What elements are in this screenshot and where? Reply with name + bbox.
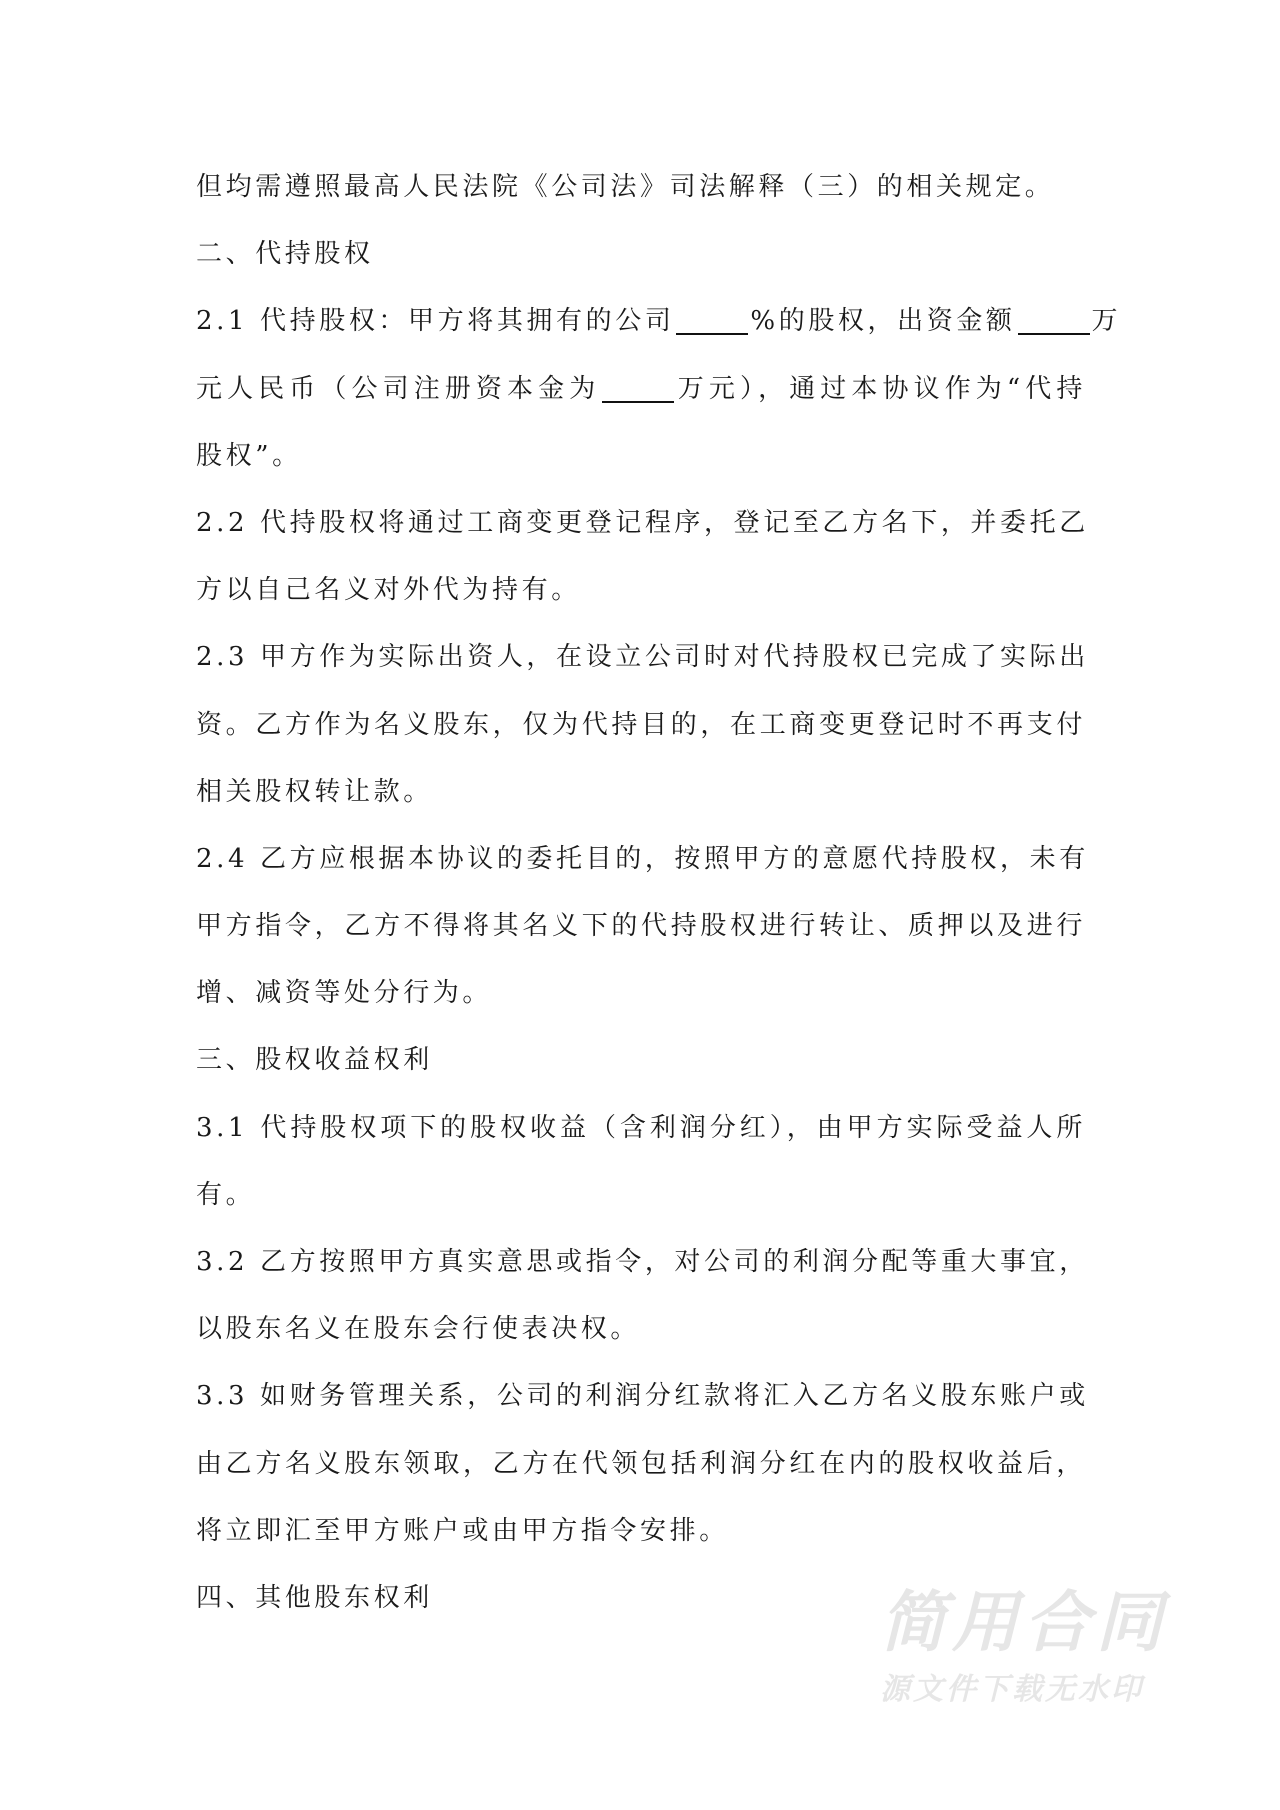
line-text: 有。 [196,1179,256,1210]
line-text: 由乙方名义股东领取，乙方在代领包括利润分红在内的股权收益后， [196,1448,1086,1479]
clause-2-3-line [196,624,1089,691]
clause-3-2-line [196,1296,1086,1363]
line-text: 万 [1091,306,1122,337]
heading-text: 二、代持股权 [196,239,374,270]
clause-3-2-line [196,1229,1089,1296]
line-text: 相关股权转让款。 [196,776,433,807]
clause-2-1-line [196,356,1086,423]
line-text: 股权”。 [196,440,302,471]
watermark [880,1584,1180,1708]
line-text: 以股东名义在股东会行使表决权。 [196,1314,641,1345]
line-text: 将立即汇至甲方账户或由甲方指令安排。 [196,1515,729,1546]
line-text: 2.1 代持股权：甲方将其拥有的公司 [196,306,675,337]
registered-capital-blank[interactable] [602,375,674,403]
clause-2-2-line [196,557,1086,624]
line-text: %的股权，出资金额 [750,306,1016,337]
line-text: 万元），通过本协议作为“代持 [676,373,1086,404]
line-text: 3.3 如财务管理关系，公司的利润分红款将汇入乙方名义股东账户或 [196,1381,1089,1412]
line-text: 但均需遵照最高人民法院《公司法》司法解释（三）的相关规定。 [196,172,1055,202]
clause-2-4-line [196,826,1089,893]
clause-3-1-line [196,1095,1086,1162]
clause-2-3-line [196,692,1086,759]
clause-2-4-line [196,893,1086,960]
clause-2-4-line [196,960,1086,1027]
clause-3-1-line [196,1162,1086,1229]
line-text: 甲方指令，乙方不得将其名义下的代持股权进行转让、质押以及进行 [196,911,1086,942]
clause-3-3-line [196,1498,1086,1565]
clause-2-2-line [196,490,1089,557]
watermark-brand: 简用合同 [880,1584,1168,1661]
clause-2-1-line [196,288,1122,355]
clause-2-3-line [196,759,1086,826]
clause-3-3-line [196,1431,1086,1498]
line-text: 元人民币（公司注册资本金为 [196,373,601,404]
line-text: 2.2 代持股权将通过工商变更登记程序，登记至乙方名下，并委托乙 [196,507,1089,538]
heading-text: 三、股权收益权利 [196,1045,433,1076]
section-heading-2 [196,221,1086,288]
line-text: 3.1 代持股权项下的股权收益（含利润分红），由甲方实际受益人所 [196,1112,1086,1143]
line-text: 3.2 乙方按照甲方真实意思或指令，对公司的利润分配等重大事宜， [196,1247,1089,1277]
watermark-tagline: 源文件下载无水印 [880,1672,1144,1707]
line-text: 2.4 乙方应根据本协议的委托目的，按照甲方的意愿代持股权，未有 [196,843,1089,874]
investment-amount-blank[interactable] [1018,307,1090,335]
share-percent-blank[interactable] [676,307,748,335]
paragraph-line [196,154,1086,221]
line-text: 增、减资等处分行为。 [196,978,493,1009]
line-text: 2.3 甲方作为实际出资人，在设立公司时对代持股权已完成了实际出 [196,642,1089,673]
clause-3-3-line [196,1363,1089,1430]
line-text: 资。乙方作为名义股东，仅为代持目的，在工商变更登记时不再支付 [196,709,1086,740]
heading-text: 四、其他股东权利 [196,1582,433,1613]
clause-2-1-line [196,423,1086,490]
line-text: 方以自己名义对外代为持有。 [196,575,581,606]
section-heading-3 [196,1027,1086,1094]
